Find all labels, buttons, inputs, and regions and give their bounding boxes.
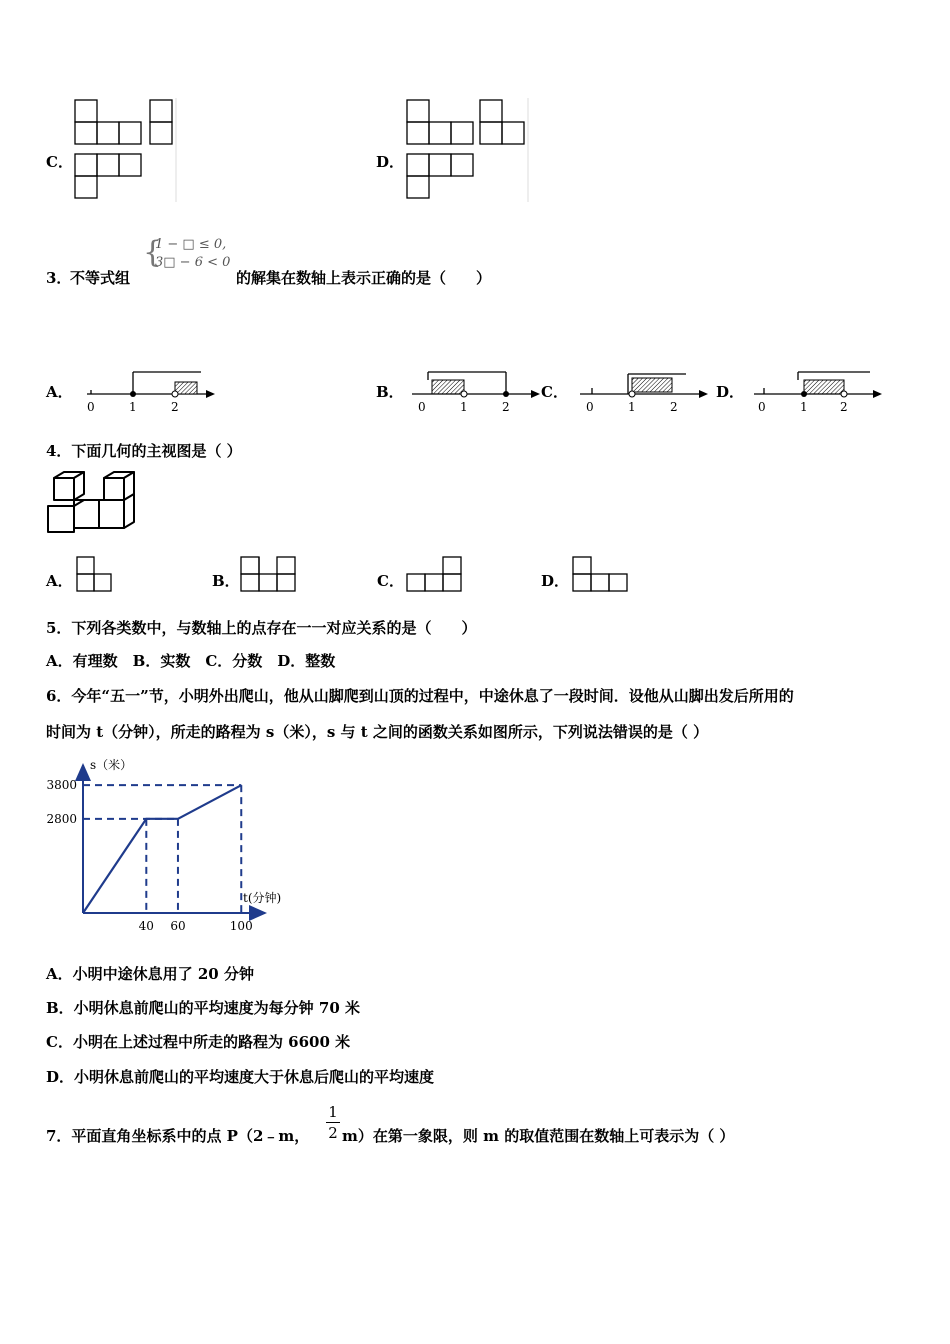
net-square <box>75 122 97 144</box>
open-point <box>629 391 635 397</box>
hatched-region <box>632 378 672 392</box>
q2-option-d-label: D． <box>376 153 405 171</box>
q7-fraction-numerator: 1 <box>328 1103 338 1121</box>
q6-option-c: C．小明在上述过程中所走的路程为 6600 米 <box>46 1033 351 1051</box>
tick-label: 1 <box>129 400 137 414</box>
q4-option-b-label: B． <box>212 572 240 590</box>
y-axis-label: s（米） <box>90 758 133 772</box>
q7-fraction <box>326 1102 340 1143</box>
q5-choices: A．有理数 B．实数 C．分数 D．整数 <box>46 652 336 670</box>
tick-label: 2 <box>502 400 510 414</box>
net-square <box>75 176 97 198</box>
filled-point <box>801 391 807 397</box>
q3-system-line-2: 3□ − 6 < 0 <box>155 255 231 270</box>
q3-option-d-numberline <box>752 366 887 416</box>
q3-number: 3． <box>46 269 72 287</box>
net-square <box>480 100 502 122</box>
arrow-icon <box>206 390 215 398</box>
arrow-icon <box>873 390 882 398</box>
hatched-region <box>175 382 197 394</box>
net-square <box>502 122 524 144</box>
tick-label: 0 <box>418 400 426 414</box>
open-point <box>461 391 467 397</box>
net-square <box>97 122 119 144</box>
q4-option-c-label: C． <box>377 572 404 590</box>
q5-question: 5．下列各类数中，与数轴上的点存在一一对应关系的是（ ） <box>46 619 477 637</box>
q2-option-c-label: C． <box>46 153 73 171</box>
q3-option-b-numberline <box>410 366 545 416</box>
arrow-icon <box>531 390 540 398</box>
y-tick-label: 3800 <box>46 778 77 793</box>
tick-label: 1 <box>800 400 808 414</box>
x-tick-label: 60 <box>170 919 186 933</box>
net-square <box>407 154 429 176</box>
q7-suffix: m）在第一象限，则 m 的取值范围在数轴上可表示为（ ） <box>342 1127 735 1145</box>
q3-prefix: 不等式组 <box>70 269 131 287</box>
q7-fraction-denominator: 2 <box>328 1124 338 1142</box>
q4-option-d-label: D． <box>541 572 570 590</box>
tick-label: 1 <box>460 400 468 414</box>
tick-label: 2 <box>171 400 179 414</box>
net-square <box>150 100 172 122</box>
net-square <box>119 122 141 144</box>
q3-option-b-label: B． <box>376 383 404 401</box>
net-square <box>429 122 451 144</box>
net-square <box>75 100 97 122</box>
tick-label: 1 <box>628 400 636 414</box>
net-square <box>97 154 119 176</box>
series-line <box>83 785 241 913</box>
net-square <box>150 122 172 144</box>
tick-label: 0 <box>87 400 95 414</box>
q4-option-a-view <box>74 555 114 595</box>
tick-label: 0 <box>758 400 766 414</box>
net-square <box>480 122 502 144</box>
q6-chart <box>40 755 300 940</box>
q4-option-d-view <box>570 555 630 595</box>
q3-option-a-label: A． <box>46 383 73 401</box>
q3-suffix: 的解集在数轴上表示正确的是（ ） <box>236 269 492 287</box>
net-square <box>429 154 451 176</box>
hatched-region <box>804 380 844 394</box>
net-square <box>451 122 473 144</box>
q4-option-c-view <box>404 555 464 595</box>
tick-label: 0 <box>586 400 594 414</box>
tick-label: 2 <box>840 400 848 414</box>
filled-point <box>130 391 136 397</box>
tick-label: 2 <box>670 400 678 414</box>
q4-question: 4．下面几何的主视图是（ ） <box>46 442 242 460</box>
q3-inequality-system: { 1 − □ ≤ 0, 3□ − 6 < 0 <box>143 235 231 270</box>
net-square <box>75 154 97 176</box>
q3-option-c-label: C． <box>541 383 568 401</box>
filled-point <box>503 391 509 397</box>
q6-option-b: B．小明休息前爬山的平均速度为每分钟 70 米 <box>46 999 360 1017</box>
arrow-icon <box>699 390 708 398</box>
net-square <box>407 122 429 144</box>
net-square <box>407 176 429 198</box>
net-square <box>407 100 429 122</box>
q4-solid-figure <box>44 470 144 542</box>
q3-option-a-numberline <box>85 366 220 416</box>
q6-option-a: A．小明中途休息用了 20 分钟 <box>46 965 254 983</box>
open-point <box>841 391 847 397</box>
x-tick-label: 40 <box>138 919 154 933</box>
q6-line-1: 6．今年“五一”节，小明外出爬山，他从山脚爬到山顶的过程中，中途休息了一段时间．设他从山脚出发后所用的 <box>46 687 794 705</box>
q6-line-2: 时间为 t（分钟），所走的路程为 s（米），s 与 t 之间的函数关系如图所示，下列说法错误的是（ ） <box>46 723 709 741</box>
q4-option-a-label: A． <box>46 572 73 590</box>
q6-option-d: D．小明休息前爬山的平均速度大于休息后爬山的平均速度 <box>46 1068 435 1086</box>
q3-option-d-label: D． <box>716 383 745 401</box>
q7-prefix: 7．平面直角坐标系中的点 P（2﹣m， <box>46 1127 310 1145</box>
y-tick-label: 2800 <box>46 811 77 826</box>
hatched-region <box>432 380 464 394</box>
q3-option-c-numberline <box>578 366 713 416</box>
x-tick-label: 100 <box>229 919 253 933</box>
q2-option-c-figure <box>70 98 180 202</box>
q4-option-b-view <box>238 555 298 595</box>
net-square <box>451 154 473 176</box>
x-axis-label: t(分钟) <box>243 891 282 905</box>
net-square <box>119 154 141 176</box>
q3-system-line-1: 1 − □ ≤ 0, <box>155 237 227 252</box>
q2-option-d-figure <box>402 98 532 202</box>
open-point <box>172 391 178 397</box>
